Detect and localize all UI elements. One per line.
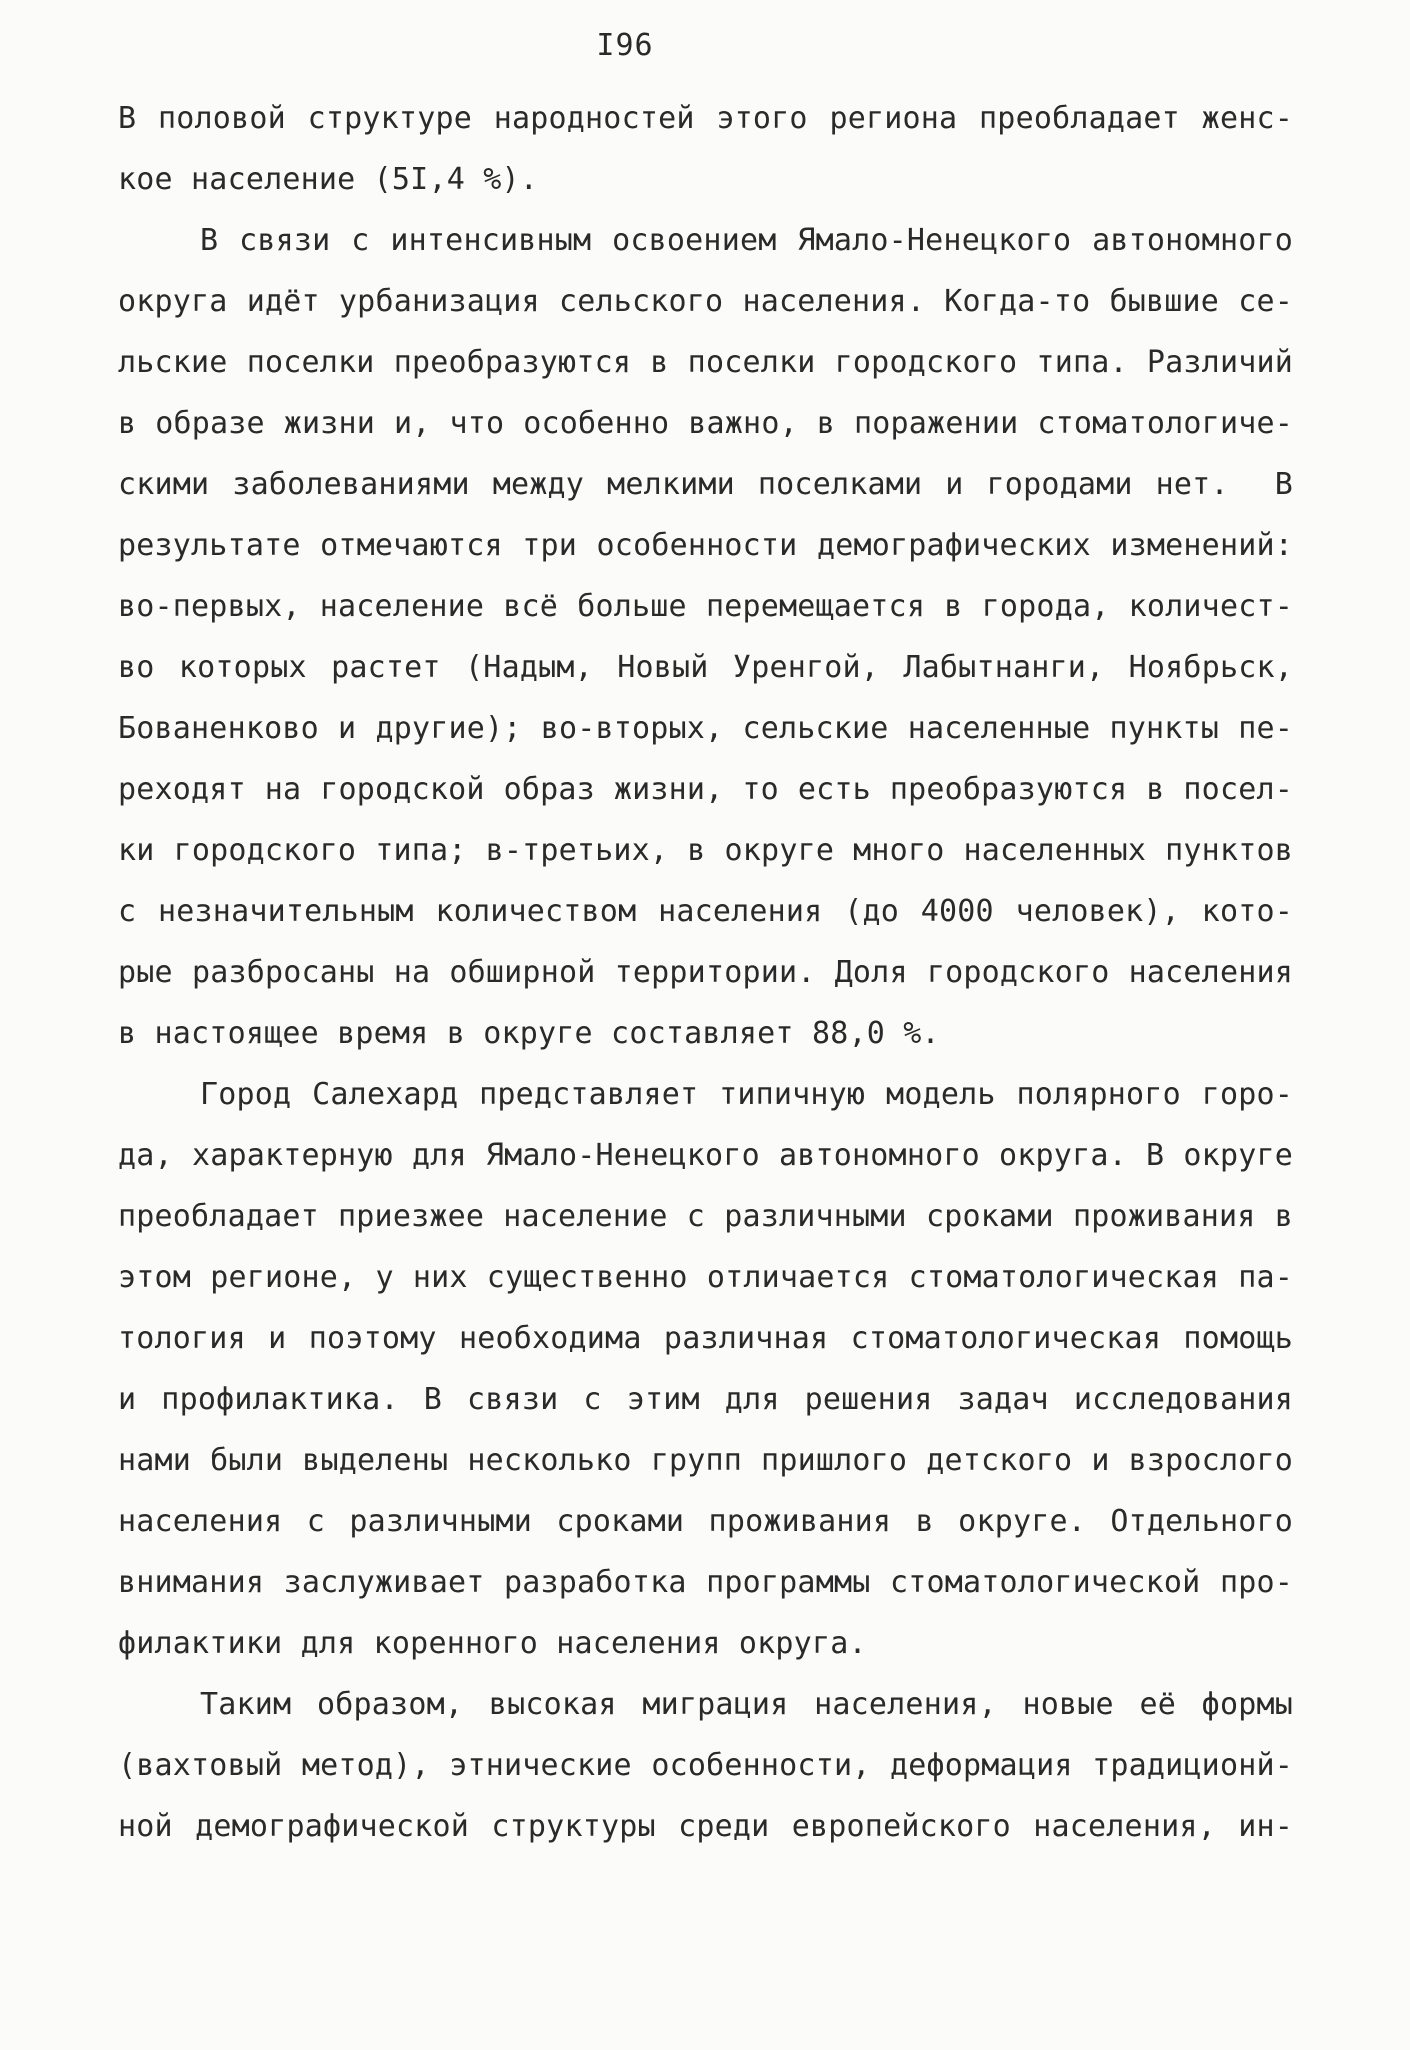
text-line: кое население (5I,4 %).: [118, 162, 539, 197]
page-number: I96: [596, 28, 654, 63]
text-line: населения с различными сроками проживания в округе. Отдельного: [118, 1504, 1293, 1539]
text-line: нами были выделены несколько групп пришлого детского и взрослого: [118, 1443, 1293, 1478]
text-line: результате отмечаются три особенности демографических изменений:: [118, 528, 1293, 563]
text-line: в образе жизни и, что особенно важно, в поражении стоматологиче-: [118, 406, 1293, 441]
text-line: В связи с интенсивным освоением Ямало-Ненецкого автономного: [200, 223, 1293, 258]
text-line: Таким образом, высокая миграция населения, новые её формы: [200, 1687, 1293, 1722]
text-line: внимания заслуживает разработка программы стоматологической про-: [118, 1565, 1293, 1600]
text-line: этом регионе, у них существенно отличается стоматологическая па-: [118, 1260, 1293, 1295]
text-line: ки городского типа; в-третьих, в округе много населенных пунктов: [118, 833, 1293, 868]
text-line: и профилактика. В связи с этим для решения задач исследования: [118, 1382, 1293, 1417]
text-line: во-первых, население всё больше перемещается в города, количест-: [118, 589, 1293, 624]
text-line: (вахтовый метод), этнические особенности, деформация традиционй-: [118, 1748, 1293, 1783]
text-line: в настоящее время в округе составляет 88,0 %.: [118, 1016, 940, 1051]
text-line: льские поселки преобразуются в поселки городского типа. Различий: [118, 345, 1293, 380]
text-line: во которых растет (Надым, Новый Уренгой, Лабытнанги, Ноябрьск,: [118, 650, 1293, 685]
body-text: [118, 88, 1293, 1857]
text-line: Город Салехард представляет типичную модель полярного горо-: [200, 1077, 1293, 1112]
text-line: Бованенково и другие); во-вторых, сельские населенные пункты пе-: [118, 711, 1293, 746]
text-line: рые разбросаны на обширной территории. Доля городского населения: [118, 955, 1293, 990]
text-line: преобладает приезжее население с различными сроками проживания в: [118, 1199, 1293, 1234]
text-line: да, характерную для Ямало-Ненецкого автономного округа. В округе: [118, 1138, 1293, 1173]
text-line: реходят на городской образ жизни, то есть преобразуются в посел-: [118, 772, 1293, 807]
text-line: тология и поэтому необходима различная стоматологическая помощь: [118, 1321, 1293, 1356]
text-line: скими заболеваниями между мелкими поселками и городами нет. В: [118, 467, 1293, 502]
text-line: с незначительным количеством населения (до 4000 человек), кото-: [118, 894, 1293, 929]
text-line: В половой структуре народностей этого региона преобладает женс-: [118, 101, 1293, 136]
text-line: филактики для коренного населения округа.: [118, 1626, 867, 1661]
text-line: округа идёт урбанизация сельского населения. Когда-то бывшие се-: [118, 284, 1293, 319]
text-line: ной демографической структуры среди европейского населения, ин-: [118, 1809, 1293, 1844]
